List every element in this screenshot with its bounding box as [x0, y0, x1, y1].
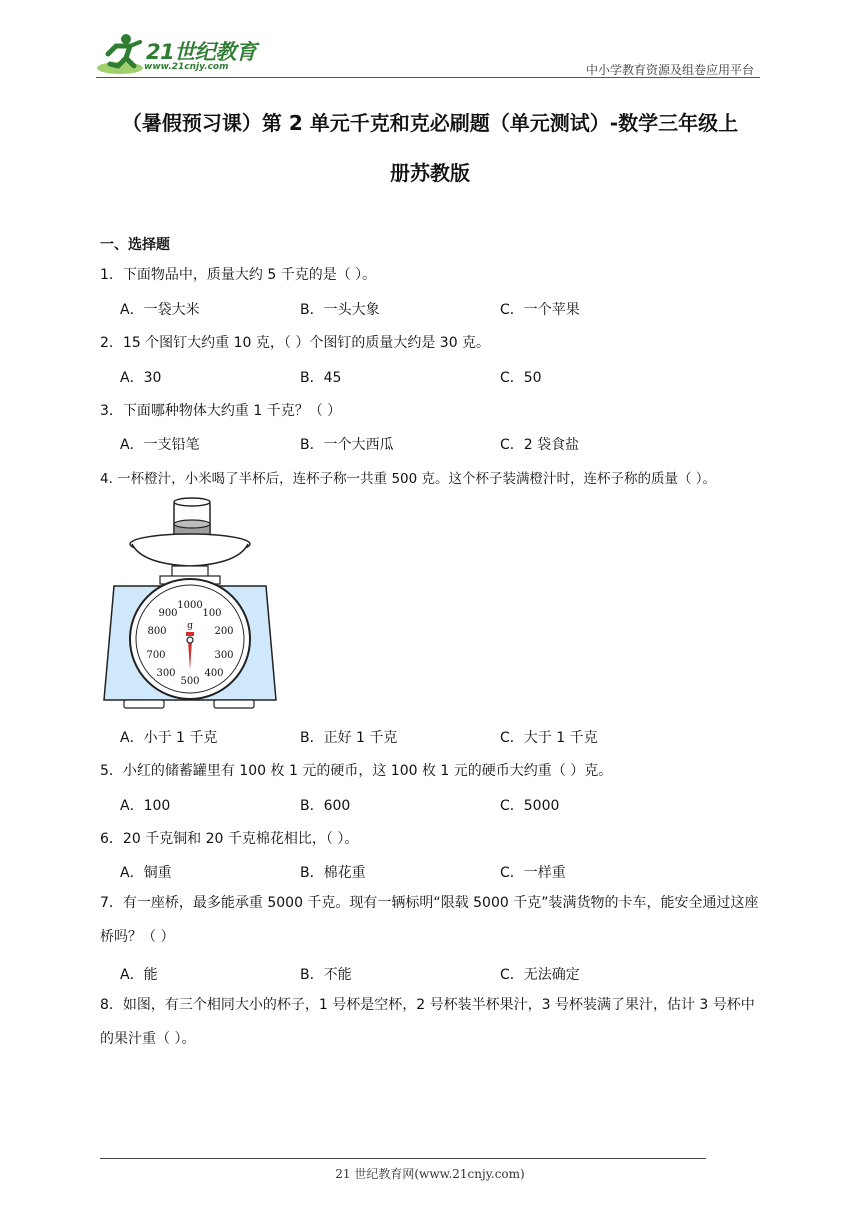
- q4-option-c[interactable]: C．大于 1 千克: [500, 730, 598, 746]
- logo-url: www.21cnjy.com: [144, 62, 229, 72]
- question-8: 8．如图，有三个相同大小的杯子，1 号杯是空杯，2 号杯装半杯果汁，3 号杯装满了果汁，估计 3 号杯中的果汁重（ ）。: [100, 997, 755, 1047]
- header-divider: [96, 77, 760, 78]
- page-title: [96, 98, 764, 198]
- title-line-2: 册苏教版: [390, 161, 470, 185]
- q5-option-b[interactable]: B．600: [300, 798, 351, 814]
- q3-option-c[interactable]: C．2 袋食盐: [500, 437, 580, 453]
- q7-option-c[interactable]: C．无法确定: [500, 967, 580, 983]
- question-1: 1．下面物品中，质量大约 5 千克的是（ ）。: [100, 267, 377, 283]
- q6-option-c[interactable]: C．一样重: [500, 865, 566, 881]
- dial-label-300-left: 300: [156, 668, 176, 679]
- question-5: 5．小红的储蓄罐里有 100 枚 1 元的硬币，这 100 枚 1 元的硬币大约重（ ）克。: [100, 763, 613, 779]
- q4-option-a[interactable]: A．小于 1 千克: [120, 730, 218, 746]
- question-6: 6．20 千克铜和 20 千克棉花相比，（ ）。: [100, 831, 359, 847]
- logo: [96, 30, 266, 78]
- runner-logo-icon: [96, 32, 146, 78]
- dial-label-400: 400: [204, 668, 224, 679]
- q2-option-b[interactable]: B．45: [300, 370, 342, 386]
- dial-label-200: 200: [214, 626, 234, 637]
- question-3: 3．下面哪种物体大约重 1 千克？（ ）: [100, 403, 342, 419]
- logo-text: 21世纪教育: [146, 40, 257, 64]
- q5-option-a[interactable]: A．100: [120, 798, 171, 814]
- q1-option-b[interactable]: B．一头大象: [300, 302, 380, 318]
- question-7: 7．有一座桥，最多能承重 5000 千克。现有一辆标明“限载 5000 千克”装满货物的卡车，能安全通过这座桥吗？（ ）: [100, 895, 759, 945]
- dial-label-900: 900: [158, 608, 178, 619]
- page-header: [96, 30, 760, 78]
- title-line-1: （暑假预习课）第 2 单元千克和克必刷题（单元测试）-数学三年级上: [121, 111, 739, 135]
- kitchen-scale-figure: [102, 494, 278, 714]
- scale-illustration: [102, 494, 278, 714]
- footer-text[interactable]: 21 世纪教育网(www.21cnjy.com): [335, 1167, 525, 1181]
- dial-label-100: 100: [202, 608, 222, 619]
- q2-option-c[interactable]: C．50: [500, 370, 542, 386]
- q1-option-a[interactable]: A．一袋大米: [120, 302, 200, 318]
- question-4: 4. 一杯橙汁，小米喝了半杯后，连杯子称一共重 500 克。这个杯子装满橙汁时，连杯子称的质量（ ）。: [100, 471, 717, 487]
- dial-label-1000: 1000: [177, 600, 203, 611]
- dial-label-300-right: 300: [214, 650, 234, 661]
- q6-option-b[interactable]: B．棉花重: [300, 865, 366, 881]
- dial-label-700: 700: [146, 650, 166, 661]
- q3-option-b[interactable]: B．一个大西瓜: [300, 437, 394, 453]
- dial-unit: g: [187, 621, 193, 631]
- q2-option-a[interactable]: A．30: [120, 370, 162, 386]
- q7-option-b[interactable]: B．不能: [300, 967, 352, 983]
- q7-option-a[interactable]: A．能: [120, 967, 158, 983]
- q1-option-c[interactable]: C．一个苹果: [500, 302, 580, 318]
- footer-divider: [100, 1158, 706, 1159]
- q5-option-c[interactable]: C．5000: [500, 798, 560, 814]
- q4-option-b[interactable]: B．正好 1 千克: [300, 730, 398, 746]
- section-heading: 一、选择题: [100, 237, 170, 253]
- q3-option-a[interactable]: A．一支铅笔: [120, 437, 200, 453]
- platform-label: 中小学教育资源及组卷应用平台: [585, 63, 754, 77]
- q6-option-a[interactable]: A．铜重: [120, 865, 172, 881]
- dial-label-800: 800: [147, 626, 167, 637]
- dial-label-500: 500: [180, 676, 200, 687]
- question-2: 2．15 个图钉大约重 10 克，（ ）个图钉的质量大约是 30 克。: [100, 335, 491, 351]
